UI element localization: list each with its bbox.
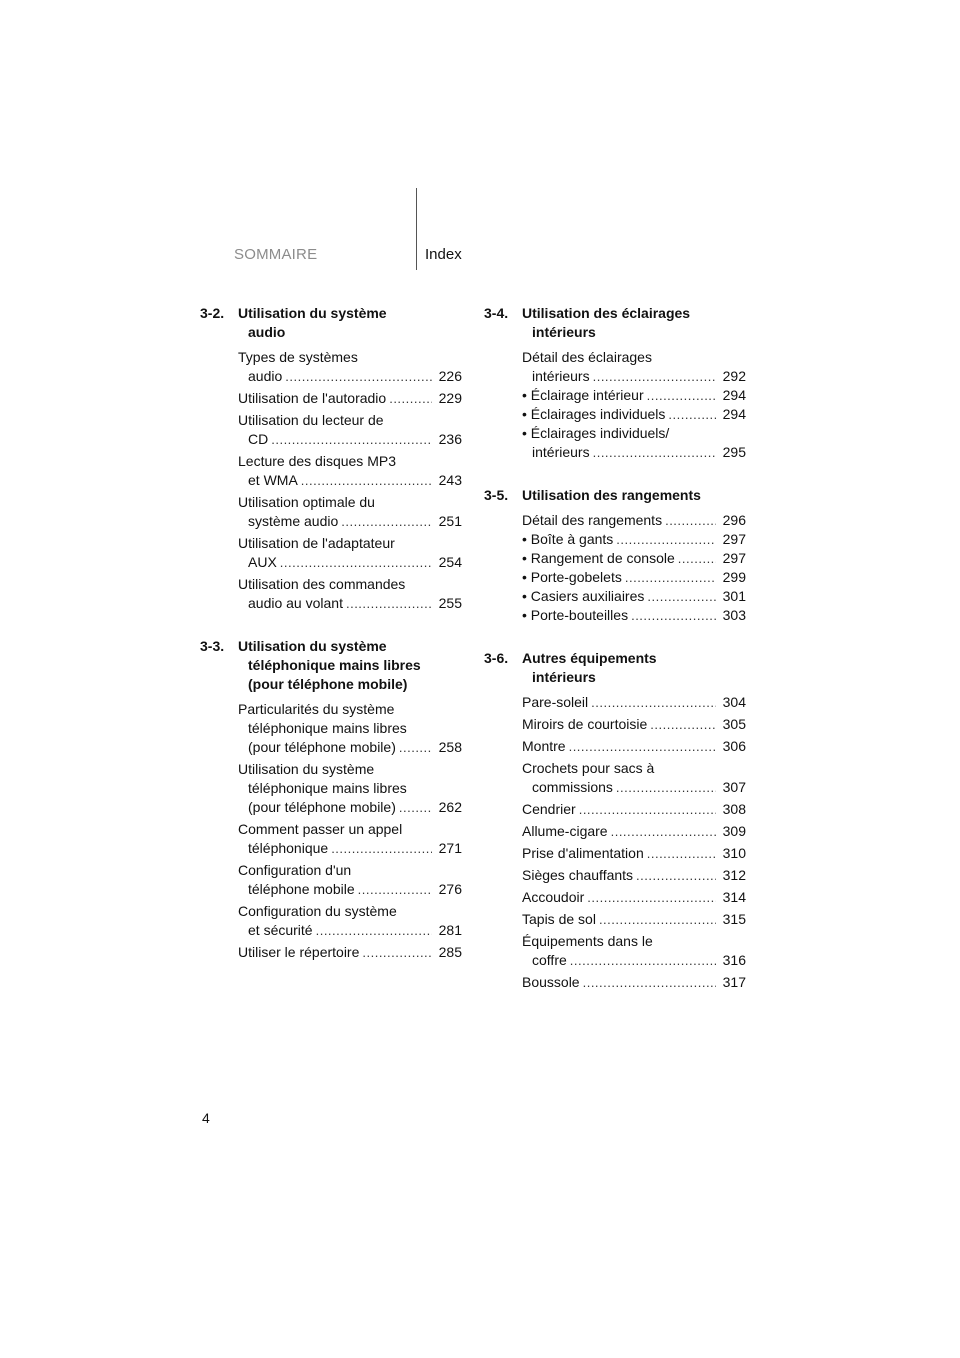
toc-page-number: 294 bbox=[722, 406, 746, 422]
toc-page-number: 317 bbox=[722, 974, 746, 990]
sommaire-link[interactable]: SOMMAIRE bbox=[234, 246, 318, 263]
toc-entry-label: intérieurs bbox=[532, 368, 590, 384]
toc-entry[interactable] bbox=[522, 715, 746, 734]
toc-entry-label: téléphone mobile bbox=[248, 881, 355, 897]
dot-leader bbox=[647, 844, 716, 863]
toc-entry[interactable] bbox=[238, 534, 462, 572]
section-3-2 bbox=[200, 304, 462, 613]
toc-page-number: 304 bbox=[722, 694, 746, 710]
toc-page-number: 297 bbox=[722, 531, 746, 547]
section-title bbox=[238, 637, 462, 694]
toc-entry-label: commissions bbox=[532, 779, 613, 795]
toc-entry-list bbox=[238, 348, 462, 613]
toc-entry[interactable] bbox=[522, 932, 746, 970]
toc-page-number: 251 bbox=[438, 513, 462, 529]
toc-entry[interactable] bbox=[238, 861, 462, 899]
toc-page-number: 295 bbox=[722, 444, 746, 460]
toc-entry-label: • Éclairages individuels/ bbox=[522, 425, 670, 441]
toc-entry-label: Utilisation des commandes bbox=[238, 576, 406, 592]
toc-entry-label: • Porte-bouteilles bbox=[522, 607, 629, 623]
section-title-line: intérieurs bbox=[532, 324, 596, 340]
dot-leader bbox=[399, 798, 432, 817]
dot-leader bbox=[399, 738, 432, 757]
toc-entry-label: Lecture des disques MP3 bbox=[238, 453, 396, 469]
toc-page-number: 307 bbox=[722, 779, 746, 795]
toc-page-number: 271 bbox=[438, 840, 462, 856]
toc-entry-label: et WMA bbox=[248, 472, 298, 488]
toc-entry[interactable] bbox=[522, 348, 746, 386]
toc-entry-list bbox=[522, 511, 746, 625]
toc-page-number: 236 bbox=[438, 431, 462, 447]
dot-leader bbox=[650, 715, 716, 734]
toc-entry[interactable] bbox=[238, 760, 462, 817]
toc-entry[interactable] bbox=[238, 493, 462, 531]
toc-entry-label: Cendrier bbox=[522, 801, 576, 817]
toc-entry-label: Accoudoir bbox=[522, 889, 585, 905]
dot-leader bbox=[636, 866, 716, 885]
toc-page-number: 310 bbox=[722, 845, 746, 861]
toc-entry[interactable] bbox=[522, 973, 746, 992]
section-title-line: Utilisation du système bbox=[238, 638, 387, 654]
toc-page-number: 226 bbox=[438, 368, 462, 384]
toc-entry-label: Types de systèmes bbox=[238, 349, 358, 365]
toc-entry[interactable] bbox=[522, 511, 746, 530]
dot-leader bbox=[647, 587, 716, 606]
toc-entry[interactable] bbox=[238, 348, 462, 386]
toc-entry[interactable] bbox=[238, 389, 462, 408]
toc-entry[interactable] bbox=[522, 888, 746, 907]
toc-entry-label: Configuration du système bbox=[238, 903, 397, 919]
section-3-3 bbox=[200, 637, 462, 962]
page-number: 4 bbox=[202, 1110, 210, 1126]
section-title bbox=[522, 486, 746, 505]
dot-leader bbox=[616, 778, 716, 797]
toc-page-number: 255 bbox=[438, 595, 462, 611]
toc-entry-label: Pare-soleil bbox=[522, 694, 589, 710]
dot-leader bbox=[668, 405, 716, 424]
toc-entry-label: • Rangement de console bbox=[522, 550, 675, 566]
dot-leader bbox=[611, 822, 716, 841]
dot-leader bbox=[285, 367, 432, 386]
toc-entry[interactable] bbox=[522, 822, 746, 841]
section-3-6 bbox=[484, 649, 746, 992]
toc-page-number: 254 bbox=[438, 554, 462, 570]
dot-leader bbox=[569, 737, 716, 756]
section-heading bbox=[200, 637, 462, 694]
toc-entry-label: Utilisation de l'adaptateur bbox=[238, 535, 395, 551]
toc-page-number: 281 bbox=[438, 922, 462, 938]
toc-page-number: 303 bbox=[722, 607, 746, 623]
toc-entry[interactable] bbox=[238, 411, 462, 449]
section-3-4 bbox=[484, 304, 746, 462]
dot-leader bbox=[616, 530, 716, 549]
toc-column-left bbox=[200, 304, 462, 986]
dot-leader bbox=[579, 800, 716, 819]
dot-leader bbox=[331, 839, 432, 858]
section-number: 3-2. bbox=[200, 305, 225, 321]
toc-entry-label: Détail des rangements bbox=[522, 512, 663, 528]
toc-entry-label: téléphonique mains libres bbox=[248, 720, 407, 736]
section-title bbox=[522, 649, 746, 687]
toc-entry-label: Détail des éclairages bbox=[522, 349, 652, 365]
section-heading bbox=[484, 486, 746, 505]
dot-leader bbox=[665, 511, 716, 530]
toc-entry-label: Miroirs de courtoisie bbox=[522, 716, 648, 732]
toc-entry-label: (pour téléphone mobile) bbox=[248, 799, 396, 815]
toc-entry[interactable] bbox=[522, 386, 746, 405]
toc-entry[interactable] bbox=[522, 693, 746, 712]
toc-entry-label: audio bbox=[248, 368, 283, 384]
dot-leader bbox=[583, 973, 716, 992]
toc-entry-label: Utilisation optimale du bbox=[238, 494, 375, 510]
toc-page-number: 316 bbox=[722, 952, 746, 968]
nav-divider bbox=[416, 188, 417, 270]
toc-entry[interactable] bbox=[522, 568, 746, 587]
section-number: 3-5. bbox=[484, 487, 509, 503]
dot-leader bbox=[362, 943, 432, 962]
section-title-line: (pour téléphone mobile) bbox=[248, 676, 408, 692]
toc-page-number: 243 bbox=[438, 472, 462, 488]
toc-page-number: 285 bbox=[438, 944, 462, 960]
dot-leader bbox=[591, 693, 716, 712]
toc-column-right bbox=[484, 304, 746, 1016]
section-title-line: Utilisation des rangements bbox=[522, 487, 701, 503]
toc-page-number: 312 bbox=[722, 867, 746, 883]
dot-leader bbox=[341, 512, 432, 531]
toc-entry[interactable] bbox=[522, 910, 746, 929]
toc-entry[interactable] bbox=[522, 606, 746, 625]
toc-entry-label: CD bbox=[248, 431, 269, 447]
toc-entry-label: coffre bbox=[532, 952, 567, 968]
toc-entry-label: • Éclairages individuels bbox=[522, 406, 666, 422]
toc-entry-list bbox=[522, 693, 746, 992]
toc-entry[interactable] bbox=[522, 424, 746, 462]
toc-page-number: 315 bbox=[722, 911, 746, 927]
toc-page-number: 306 bbox=[722, 738, 746, 754]
toc-entry-label: Utilisation de l'autoradio bbox=[238, 390, 387, 406]
index-link[interactable]: Index bbox=[425, 246, 462, 263]
section-title-line: Utilisation du système bbox=[238, 305, 387, 321]
toc-page-number: 301 bbox=[722, 588, 746, 604]
toc-entry-label: Tapis de sol bbox=[522, 911, 596, 927]
toc-entry-label: • Porte-gobelets bbox=[522, 569, 622, 585]
section-number: 3-4. bbox=[484, 305, 509, 321]
toc-page-number: 296 bbox=[722, 512, 746, 528]
dot-leader bbox=[593, 443, 716, 462]
toc-page-number: 299 bbox=[722, 569, 746, 585]
toc-entry-label: Allume-cigare bbox=[522, 823, 608, 839]
dot-leader bbox=[316, 921, 432, 940]
toc-page-number: 305 bbox=[722, 716, 746, 732]
toc-page-number: 314 bbox=[722, 889, 746, 905]
dot-leader bbox=[631, 606, 716, 625]
dot-leader bbox=[389, 389, 432, 408]
section-number: 3-6. bbox=[484, 650, 509, 666]
toc-entry[interactable] bbox=[238, 820, 462, 858]
toc-entry-label: • Boîte à gants bbox=[522, 531, 614, 547]
toc-entry[interactable] bbox=[238, 700, 462, 757]
toc-entry-label: Comment passer un appel bbox=[238, 821, 403, 837]
section-3-5 bbox=[484, 486, 746, 625]
dot-leader bbox=[271, 430, 432, 449]
toc-entry[interactable] bbox=[522, 800, 746, 819]
toc-entry-label: Boussole bbox=[522, 974, 580, 990]
toc-entry-label: intérieurs bbox=[532, 444, 590, 460]
dot-leader bbox=[280, 553, 432, 572]
toc-page-number: 308 bbox=[722, 801, 746, 817]
toc-entry[interactable] bbox=[238, 452, 462, 490]
toc-page-number: 258 bbox=[438, 739, 462, 755]
dot-leader bbox=[599, 910, 716, 929]
dot-leader bbox=[678, 549, 716, 568]
toc-entry[interactable] bbox=[522, 737, 746, 756]
toc-entry[interactable] bbox=[522, 405, 746, 424]
toc-entry-label: téléphonique mains libres bbox=[248, 780, 407, 796]
toc-entry-label: téléphonique bbox=[248, 840, 329, 856]
toc-entry-label: et sécurité bbox=[248, 922, 313, 938]
toc-entry-label: • Éclairage intérieur bbox=[522, 387, 644, 403]
toc-entry[interactable] bbox=[238, 943, 462, 962]
section-heading bbox=[484, 304, 746, 342]
toc-page-number: 229 bbox=[438, 390, 462, 406]
section-number: 3-3. bbox=[200, 638, 225, 654]
dot-leader bbox=[301, 471, 432, 490]
toc-page-number: 292 bbox=[722, 368, 746, 384]
toc-entry[interactable] bbox=[238, 575, 462, 613]
toc-page-number: 297 bbox=[722, 550, 746, 566]
toc-entry[interactable] bbox=[522, 759, 746, 797]
toc-entry-label: Utilisation du système bbox=[238, 761, 375, 777]
toc-entry-label: • Casiers auxiliaires bbox=[522, 588, 645, 604]
toc-entry-label: Montre bbox=[522, 738, 566, 754]
dot-leader bbox=[647, 386, 716, 405]
toc-entry[interactable] bbox=[522, 866, 746, 885]
toc-entry-label: système audio bbox=[248, 513, 339, 529]
toc-entry-label: Équipements dans le bbox=[522, 933, 653, 949]
toc-entry[interactable] bbox=[522, 587, 746, 606]
toc-page-number: 262 bbox=[438, 799, 462, 815]
toc-entry-label: audio au volant bbox=[248, 595, 343, 611]
dot-leader bbox=[570, 951, 716, 970]
dot-leader bbox=[346, 594, 432, 613]
toc-entry-label: Crochets pour sacs à bbox=[522, 760, 655, 776]
toc-entry-label: AUX bbox=[248, 554, 277, 570]
section-heading bbox=[484, 649, 746, 687]
toc-entry-label: Prise d'alimentation bbox=[522, 845, 644, 861]
toc-entry[interactable] bbox=[522, 549, 746, 568]
dot-leader bbox=[358, 880, 432, 899]
toc-entry-list bbox=[238, 700, 462, 962]
toc-entry-label: (pour téléphone mobile) bbox=[248, 739, 396, 755]
toc-entry-label: Particularités du système bbox=[238, 701, 395, 717]
toc-entry[interactable] bbox=[238, 902, 462, 940]
toc-entry-label: Sièges chauffants bbox=[522, 867, 634, 883]
dot-leader bbox=[593, 367, 716, 386]
section-title-line: intérieurs bbox=[532, 669, 596, 685]
toc-page-number: 294 bbox=[722, 387, 746, 403]
dot-leader bbox=[625, 568, 716, 587]
toc-page-number: 276 bbox=[438, 881, 462, 897]
toc-entry-list bbox=[522, 348, 746, 462]
section-heading bbox=[200, 304, 462, 342]
toc-entry[interactable] bbox=[522, 844, 746, 863]
section-title-line: Autres équipements bbox=[522, 650, 657, 666]
toc-entry[interactable] bbox=[522, 530, 746, 549]
section-title-line: Utilisation des éclairages bbox=[522, 305, 691, 321]
toc-entry-label: Utilisation du lecteur de bbox=[238, 412, 384, 428]
section-title-line: téléphonique mains libres bbox=[248, 657, 421, 673]
toc-entry-label: Utiliser le répertoire bbox=[238, 944, 360, 960]
section-title-line: audio bbox=[248, 324, 286, 340]
section-title bbox=[238, 304, 462, 342]
toc-page-number: 309 bbox=[722, 823, 746, 839]
dot-leader bbox=[587, 888, 716, 907]
section-title bbox=[522, 304, 746, 342]
toc-entry-label: Configuration d'un bbox=[238, 862, 352, 878]
